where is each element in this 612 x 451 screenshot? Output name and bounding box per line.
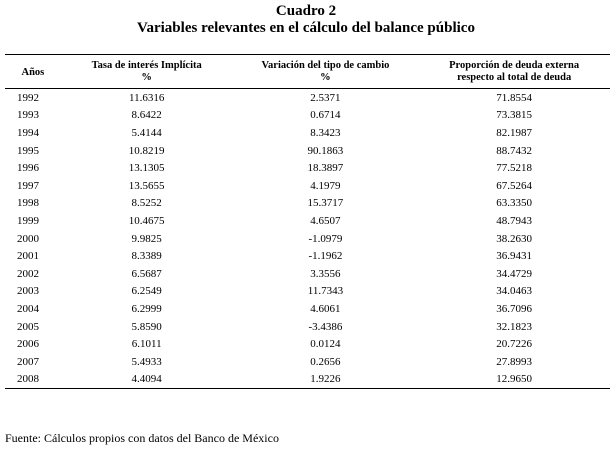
interest-rate-cell: 6.5687 [131, 267, 162, 280]
exchange-rate-cell: 11.7343 [307, 285, 344, 298]
interest-rate-cell: 10.8219 [128, 144, 165, 157]
table-header [5, 55, 610, 89]
exchange-rate-cell: 1.9226 [233, 371, 419, 389]
external-debt-cell: 12.9650 [418, 371, 610, 389]
year-cell: 2006 [17, 338, 39, 351]
year-cell: 2008 [5, 371, 61, 389]
external-debt-cell: 67.5264 [496, 179, 532, 192]
table-row [5, 142, 610, 160]
external-debt-cell: 32.1823 [496, 320, 532, 333]
interest-rate-cell: 8.6422 [131, 109, 162, 122]
table-row [5, 300, 610, 318]
exchange-rate-cell: 4.1979 [310, 179, 341, 192]
external-debt-cell: 63.3350 [496, 197, 532, 210]
year-cell: 2000 [17, 232, 39, 245]
interest-rate-cell: 13.5655 [128, 179, 165, 192]
header-external-debt-line1: Proporción de deuda externa [449, 60, 580, 71]
source-note: Fuente: Cálculos propios con datos del Banco de México [5, 431, 279, 445]
year-cell: 1996 [17, 162, 39, 175]
data-table [5, 54, 610, 389]
table-row [5, 159, 610, 177]
header-external-debt-line2: respecto al total de deuda [457, 72, 572, 83]
header-year: Años [5, 55, 61, 89]
table-row [5, 230, 610, 248]
header-external-debt [418, 55, 610, 89]
year-cell: 1999 [17, 214, 39, 227]
year-cell: 1997 [17, 179, 39, 192]
interest-rate-cell: 13.1305 [128, 162, 165, 175]
table-row [5, 335, 610, 353]
year-cell: 2007 [17, 355, 39, 368]
table-row [5, 124, 610, 142]
external-debt-cell: 38.2630 [496, 232, 532, 245]
exchange-rate-cell: -1.1962 [308, 250, 343, 263]
year-cell: 2001 [17, 250, 39, 263]
external-debt-cell: 48.7943 [496, 214, 532, 227]
table-row [5, 318, 610, 336]
header-exchange-rate-line1: Variación del tipo de cambio [261, 60, 390, 71]
year-cell: 1994 [17, 126, 39, 139]
external-debt-cell: 27.8993 [496, 355, 532, 368]
exchange-rate-cell: 0.6714 [310, 109, 341, 122]
exchange-rate-cell: -1.0979 [308, 232, 343, 245]
table-row [5, 353, 610, 371]
year-cell: 2005 [17, 320, 39, 333]
exchange-rate-cell: -3.4386 [308, 320, 343, 333]
external-debt-cell: 73.3815 [496, 109, 532, 122]
external-debt-cell: 36.7096 [496, 302, 532, 315]
table-row [5, 247, 610, 265]
interest-rate-cell: 5.8590 [131, 320, 162, 333]
external-debt-cell: 71.8554 [496, 91, 532, 104]
table-row [5, 371, 610, 389]
year-cell: 1993 [17, 109, 39, 122]
external-debt-cell: 82.1987 [496, 126, 532, 139]
interest-rate-cell: 5.4144 [131, 126, 162, 139]
exchange-rate-cell: 3.3556 [310, 267, 341, 280]
exchange-rate-cell: 18.3897 [307, 162, 344, 175]
interest-rate-cell: 11.6316 [129, 91, 165, 104]
external-debt-cell: 88.7432 [496, 144, 532, 157]
interest-rate-cell: 8.5252 [131, 197, 162, 210]
exchange-rate-cell: 0.0124 [310, 338, 341, 351]
header-interest-rate [61, 55, 233, 89]
interest-rate-cell: 4.4094 [61, 371, 233, 389]
table-row [5, 107, 610, 125]
interest-rate-cell: 6.2999 [131, 302, 162, 315]
exchange-rate-cell: 0.2656 [310, 355, 341, 368]
exchange-rate-cell: 4.6061 [310, 302, 341, 315]
external-debt-cell: 77.5218 [496, 162, 532, 175]
table-row [5, 265, 610, 283]
table-row [5, 212, 610, 230]
header-exchange-rate-line2: % [320, 72, 331, 83]
external-debt-cell: 34.0463 [496, 285, 532, 298]
interest-rate-cell: 6.1011 [131, 338, 162, 351]
year-cell: 2002 [17, 267, 39, 280]
exchange-rate-cell: 8.3423 [310, 126, 341, 139]
header-exchange-rate [233, 55, 419, 89]
exchange-rate-cell: 15.3717 [307, 197, 344, 210]
interest-rate-cell: 5.4933 [131, 355, 162, 368]
year-cell: 1998 [17, 197, 39, 210]
table-row [5, 89, 610, 107]
table-body [5, 89, 610, 389]
year-cell: 1992 [17, 91, 39, 104]
interest-rate-cell: 8.3389 [131, 250, 162, 263]
exchange-rate-cell: 90.1863 [307, 144, 344, 157]
external-debt-cell: 34.4729 [496, 267, 532, 280]
interest-rate-cell: 10.4675 [128, 214, 165, 227]
exchange-rate-cell: 2.5371 [310, 91, 341, 104]
year-cell: 1995 [17, 144, 39, 157]
header-interest-rate-line2: % [141, 72, 152, 83]
year-cell: 2003 [17, 285, 39, 298]
external-debt-cell: 20.7226 [496, 338, 532, 351]
header-interest-rate-line1: Tasa de interés Implícita [91, 60, 202, 71]
interest-rate-cell: 9.9825 [131, 232, 162, 245]
table-row [5, 177, 610, 195]
table-caption-number: Cuadro 2 [275, 3, 337, 19]
exchange-rate-cell: 4.6507 [310, 214, 341, 227]
table-row [5, 283, 610, 301]
external-debt-cell: 36.9431 [496, 250, 532, 263]
table-title: Variables relevantes en el cálculo del balance público [137, 20, 475, 36]
year-cell: 2004 [17, 302, 39, 315]
interest-rate-cell: 6.2549 [131, 285, 162, 298]
table-row [5, 195, 610, 213]
header-row [5, 55, 610, 89]
